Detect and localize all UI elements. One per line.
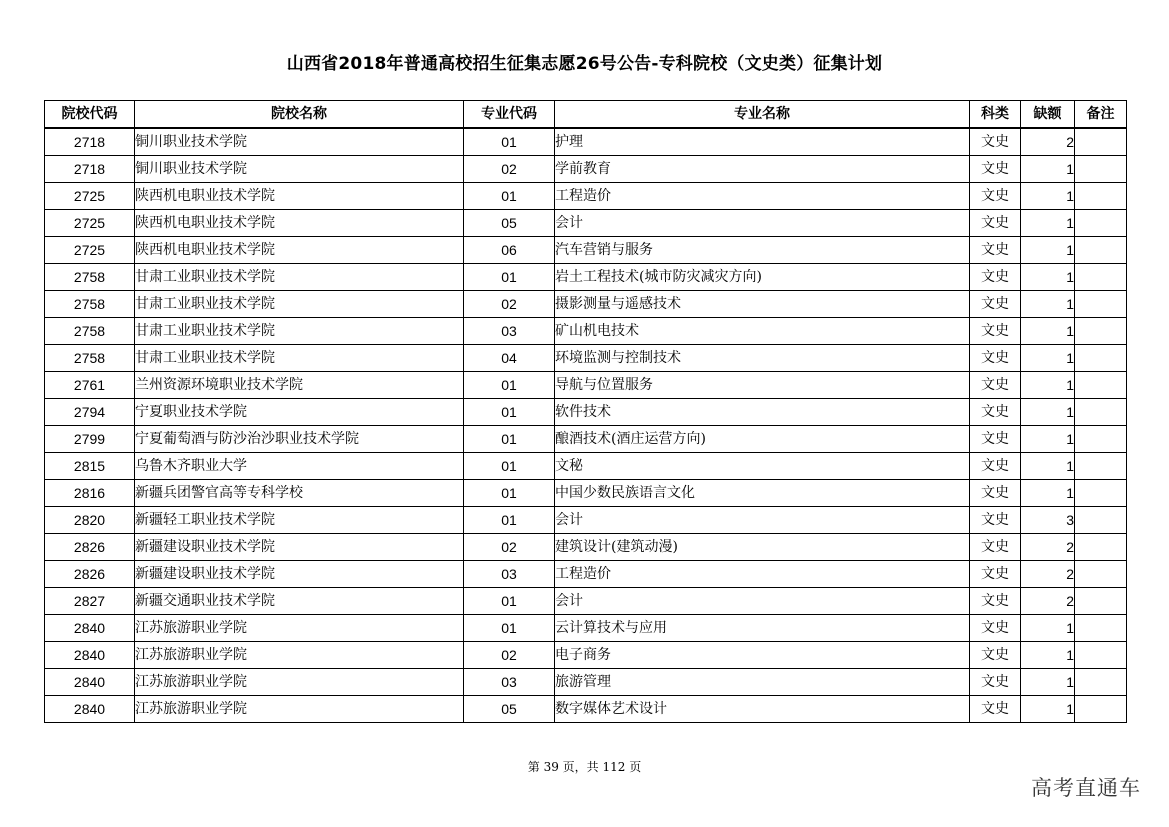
school-code-cell: 2794 xyxy=(45,399,135,426)
note-cell xyxy=(1075,426,1127,453)
quota-cell: 3 xyxy=(1021,507,1075,534)
major-code-cell: 01 xyxy=(464,183,555,210)
quota-cell: 1 xyxy=(1021,426,1075,453)
note-cell xyxy=(1075,588,1127,615)
major-name-cell: 护理 xyxy=(555,128,970,156)
school-name-cell: 陕西机电职业技术学院 xyxy=(135,183,464,210)
category-cell: 文史 xyxy=(970,615,1021,642)
category-cell: 文史 xyxy=(970,453,1021,480)
major-code-cell: 01 xyxy=(464,426,555,453)
table-row xyxy=(45,372,1127,399)
table-row xyxy=(45,291,1127,318)
header-major-code: 专业代码 xyxy=(464,101,555,129)
major-code-cell: 01 xyxy=(464,453,555,480)
quota-cell: 1 xyxy=(1021,453,1075,480)
quota-cell: 1 xyxy=(1021,318,1075,345)
major-name-cell: 中国少数民族语言文化 xyxy=(555,480,970,507)
school-code-cell: 2718 xyxy=(45,156,135,183)
note-cell xyxy=(1075,372,1127,399)
school-code-cell: 2758 xyxy=(45,345,135,372)
table-row xyxy=(45,128,1127,156)
category-cell: 文史 xyxy=(970,588,1021,615)
table-row xyxy=(45,453,1127,480)
quota-cell: 1 xyxy=(1021,237,1075,264)
major-code-cell: 06 xyxy=(464,237,555,264)
note-cell xyxy=(1075,183,1127,210)
header-note: 备注 xyxy=(1075,101,1127,129)
table-row xyxy=(45,264,1127,291)
major-name-cell: 岩土工程技术(城市防灾减灾方向) xyxy=(555,264,970,291)
school-code-cell: 2758 xyxy=(45,264,135,291)
school-code-cell: 2725 xyxy=(45,183,135,210)
school-code-cell: 2816 xyxy=(45,480,135,507)
major-code-cell: 05 xyxy=(464,696,555,723)
category-cell: 文史 xyxy=(970,696,1021,723)
table-row xyxy=(45,210,1127,237)
school-name-cell: 新疆轻工职业技术学院 xyxy=(135,507,464,534)
quota-cell: 1 xyxy=(1021,264,1075,291)
school-name-cell: 陕西机电职业技术学院 xyxy=(135,237,464,264)
school-code-cell: 2799 xyxy=(45,426,135,453)
category-cell: 文史 xyxy=(970,534,1021,561)
major-name-cell: 环境监测与控制技术 xyxy=(555,345,970,372)
school-code-cell: 2826 xyxy=(45,561,135,588)
major-code-cell: 02 xyxy=(464,156,555,183)
quota-cell: 1 xyxy=(1021,696,1075,723)
category-cell: 文史 xyxy=(970,183,1021,210)
category-cell: 文史 xyxy=(970,372,1021,399)
major-name-cell: 软件技术 xyxy=(555,399,970,426)
category-cell: 文史 xyxy=(970,561,1021,588)
major-code-cell: 01 xyxy=(464,399,555,426)
major-name-cell: 电子商务 xyxy=(555,642,970,669)
school-code-cell: 2725 xyxy=(45,237,135,264)
header-quota: 缺额 xyxy=(1021,101,1075,129)
major-code-cell: 03 xyxy=(464,669,555,696)
school-name-cell: 兰州资源环境职业技术学院 xyxy=(135,372,464,399)
category-cell: 文史 xyxy=(970,210,1021,237)
quota-cell: 2 xyxy=(1021,561,1075,588)
major-name-cell: 学前教育 xyxy=(555,156,970,183)
school-name-cell: 甘肃工业职业技术学院 xyxy=(135,318,464,345)
table-row xyxy=(45,318,1127,345)
major-name-cell: 工程造价 xyxy=(555,183,970,210)
category-cell: 文史 xyxy=(970,237,1021,264)
school-name-cell: 乌鲁木齐职业大学 xyxy=(135,453,464,480)
enrollment-plan-table xyxy=(44,100,1127,723)
major-name-cell: 矿山机电技术 xyxy=(555,318,970,345)
table-row xyxy=(45,507,1127,534)
major-name-cell: 工程造价 xyxy=(555,561,970,588)
school-name-cell: 甘肃工业职业技术学院 xyxy=(135,291,464,318)
quota-cell: 1 xyxy=(1021,642,1075,669)
major-name-cell: 摄影测量与遥感技术 xyxy=(555,291,970,318)
category-cell: 文史 xyxy=(970,669,1021,696)
table-row xyxy=(45,426,1127,453)
school-code-cell: 2840 xyxy=(45,669,135,696)
major-code-cell: 01 xyxy=(464,507,555,534)
school-name-cell: 江苏旅游职业学院 xyxy=(135,642,464,669)
major-code-cell: 02 xyxy=(464,642,555,669)
major-code-cell: 02 xyxy=(464,534,555,561)
table-row xyxy=(45,183,1127,210)
category-cell: 文史 xyxy=(970,128,1021,156)
school-code-cell: 2840 xyxy=(45,615,135,642)
school-name-cell: 甘肃工业职业技术学院 xyxy=(135,264,464,291)
category-cell: 文史 xyxy=(970,318,1021,345)
note-cell xyxy=(1075,210,1127,237)
note-cell xyxy=(1075,345,1127,372)
table-row xyxy=(45,561,1127,588)
major-code-cell: 05 xyxy=(464,210,555,237)
quota-cell: 1 xyxy=(1021,291,1075,318)
category-cell: 文史 xyxy=(970,507,1021,534)
school-name-cell: 新疆兵团警官高等专科学校 xyxy=(135,480,464,507)
category-cell: 文史 xyxy=(970,291,1021,318)
table-row xyxy=(45,237,1127,264)
table-row xyxy=(45,669,1127,696)
school-code-cell: 2758 xyxy=(45,318,135,345)
note-cell xyxy=(1075,264,1127,291)
header-major-name: 专业名称 xyxy=(555,101,970,129)
note-cell xyxy=(1075,480,1127,507)
quota-cell: 1 xyxy=(1021,345,1075,372)
page-title: 山西省2018年普通高校招生征集志愿26号公告-专科院校（文史类）征集计划 xyxy=(286,54,883,74)
major-code-cell: 03 xyxy=(464,561,555,588)
header-school-code: 院校代码 xyxy=(45,101,135,129)
quota-cell: 1 xyxy=(1021,615,1075,642)
category-cell: 文史 xyxy=(970,345,1021,372)
major-code-cell: 01 xyxy=(464,615,555,642)
table-row xyxy=(45,642,1127,669)
school-code-cell: 2827 xyxy=(45,588,135,615)
note-cell xyxy=(1075,507,1127,534)
school-name-cell: 新疆交通职业技术学院 xyxy=(135,588,464,615)
major-code-cell: 02 xyxy=(464,291,555,318)
school-name-cell: 甘肃工业职业技术学院 xyxy=(135,345,464,372)
note-cell xyxy=(1075,128,1127,156)
table-row xyxy=(45,345,1127,372)
major-name-cell: 数字媒体艺术设计 xyxy=(555,696,970,723)
table-row xyxy=(45,480,1127,507)
note-cell xyxy=(1075,534,1127,561)
school-name-cell: 铜川职业技术学院 xyxy=(135,128,464,156)
school-code-cell: 2820 xyxy=(45,507,135,534)
note-cell xyxy=(1075,237,1127,264)
category-cell: 文史 xyxy=(970,264,1021,291)
note-cell xyxy=(1075,696,1127,723)
major-name-cell: 文秘 xyxy=(555,453,970,480)
major-name-cell: 会计 xyxy=(555,588,970,615)
quota-cell: 1 xyxy=(1021,156,1075,183)
note-cell xyxy=(1075,561,1127,588)
quota-cell: 2 xyxy=(1021,588,1075,615)
quota-cell: 2 xyxy=(1021,128,1075,156)
note-cell xyxy=(1075,453,1127,480)
major-name-cell: 会计 xyxy=(555,507,970,534)
quota-cell: 1 xyxy=(1021,210,1075,237)
note-cell xyxy=(1075,399,1127,426)
table-row xyxy=(45,534,1127,561)
major-name-cell: 汽车营销与服务 xyxy=(555,237,970,264)
major-name-cell: 旅游管理 xyxy=(555,669,970,696)
school-code-cell: 2826 xyxy=(45,534,135,561)
category-cell: 文史 xyxy=(970,642,1021,669)
quota-cell: 1 xyxy=(1021,669,1075,696)
school-code-cell: 2840 xyxy=(45,642,135,669)
major-name-cell: 会计 xyxy=(555,210,970,237)
table-row xyxy=(45,588,1127,615)
major-code-cell: 03 xyxy=(464,318,555,345)
table-row xyxy=(45,696,1127,723)
major-name-cell: 建筑设计(建筑动漫) xyxy=(555,534,970,561)
quota-cell: 1 xyxy=(1021,183,1075,210)
header-row xyxy=(45,101,1127,129)
school-name-cell: 江苏旅游职业学院 xyxy=(135,696,464,723)
school-code-cell: 2758 xyxy=(45,291,135,318)
quota-cell: 1 xyxy=(1021,399,1075,426)
major-code-cell: 01 xyxy=(464,480,555,507)
category-cell: 文史 xyxy=(970,426,1021,453)
major-code-cell: 01 xyxy=(464,588,555,615)
page-number: 第 39 页，共 112 页 xyxy=(527,760,642,774)
school-name-cell: 宁夏葡萄酒与防沙治沙职业技术学院 xyxy=(135,426,464,453)
note-cell xyxy=(1075,669,1127,696)
major-name-cell: 云计算技术与应用 xyxy=(555,615,970,642)
note-cell xyxy=(1075,615,1127,642)
school-code-cell: 2761 xyxy=(45,372,135,399)
school-name-cell: 宁夏职业技术学院 xyxy=(135,399,464,426)
school-code-cell: 2725 xyxy=(45,210,135,237)
quota-cell: 1 xyxy=(1021,480,1075,507)
major-code-cell: 01 xyxy=(464,264,555,291)
school-name-cell: 江苏旅游职业学院 xyxy=(135,615,464,642)
major-name-cell: 导航与位置服务 xyxy=(555,372,970,399)
major-code-cell: 04 xyxy=(464,345,555,372)
school-name-cell: 新疆建设职业技术学院 xyxy=(135,561,464,588)
major-code-cell: 01 xyxy=(464,372,555,399)
major-code-cell: 01 xyxy=(464,128,555,156)
category-cell: 文史 xyxy=(970,399,1021,426)
school-name-cell: 陕西机电职业技术学院 xyxy=(135,210,464,237)
header-category: 科类 xyxy=(970,101,1021,129)
header-school-name: 院校名称 xyxy=(135,101,464,129)
category-cell: 文史 xyxy=(970,480,1021,507)
school-name-cell: 新疆建设职业技术学院 xyxy=(135,534,464,561)
quota-cell: 1 xyxy=(1021,372,1075,399)
school-name-cell: 江苏旅游职业学院 xyxy=(135,669,464,696)
category-cell: 文史 xyxy=(970,156,1021,183)
table-row xyxy=(45,615,1127,642)
quota-cell: 2 xyxy=(1021,534,1075,561)
note-cell xyxy=(1075,156,1127,183)
school-name-cell: 铜川职业技术学院 xyxy=(135,156,464,183)
note-cell xyxy=(1075,642,1127,669)
note-cell xyxy=(1075,291,1127,318)
school-code-cell: 2815 xyxy=(45,453,135,480)
table-row xyxy=(45,156,1127,183)
school-code-cell: 2840 xyxy=(45,696,135,723)
watermark-logo: 高考直通车 xyxy=(1031,776,1141,800)
table-body xyxy=(45,128,1127,723)
note-cell xyxy=(1075,318,1127,345)
table-row xyxy=(45,399,1127,426)
school-code-cell: 2718 xyxy=(45,128,135,156)
major-name-cell: 酿酒技术(酒庄运营方向) xyxy=(555,426,970,453)
